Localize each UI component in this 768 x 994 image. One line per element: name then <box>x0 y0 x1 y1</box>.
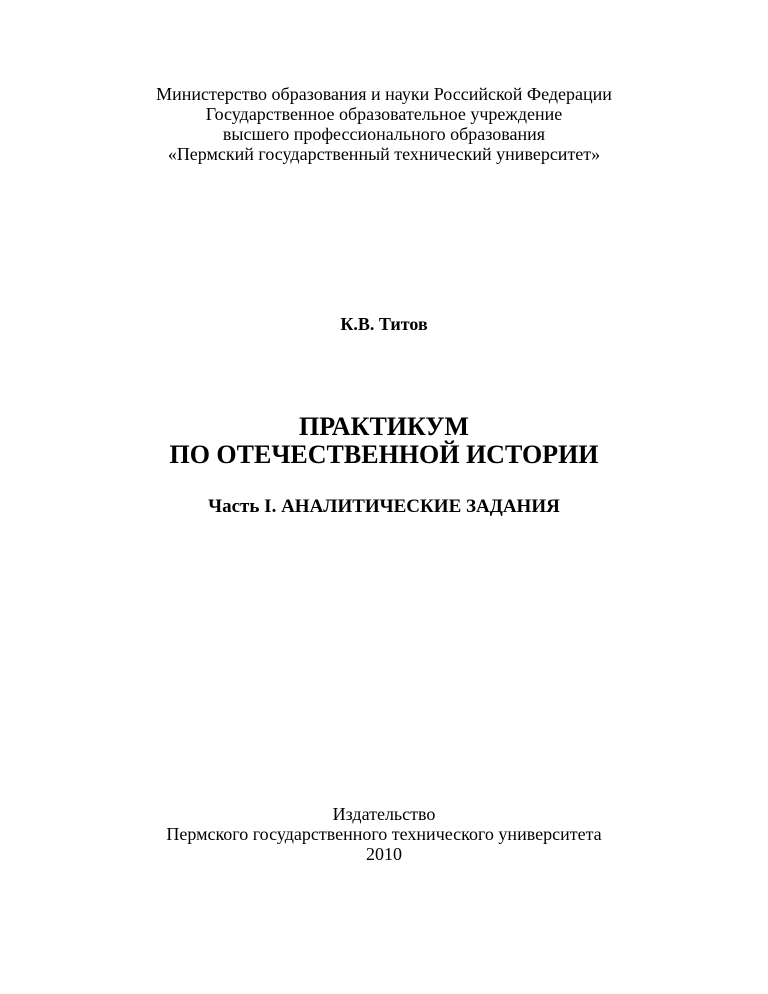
publisher-name: Пермского государственного технического университета <box>166 824 602 844</box>
education-level-line: высшего профессионального образования <box>222 124 546 144</box>
institution-type-line: Государственное образовательное учреждение <box>205 104 563 124</box>
author-name: К.В. Титов <box>340 314 428 334</box>
part-subtitle: Часть I. АНАЛИТИЧЕСКИЕ ЗАДАНИЯ <box>208 496 560 517</box>
publication-year: 2010 <box>366 844 402 864</box>
title-line-1: ПРАКТИКУМ <box>299 412 469 441</box>
title-line-2: ПО ОТЕЧЕСТВЕННОЙ ИСТОРИИ <box>169 440 599 469</box>
university-name-line: «Пермский государственный технический университет» <box>167 144 601 164</box>
publisher-label: Издательство <box>332 804 436 824</box>
ministry-line: Министерство образования и науки Российской Федерации <box>156 84 612 104</box>
